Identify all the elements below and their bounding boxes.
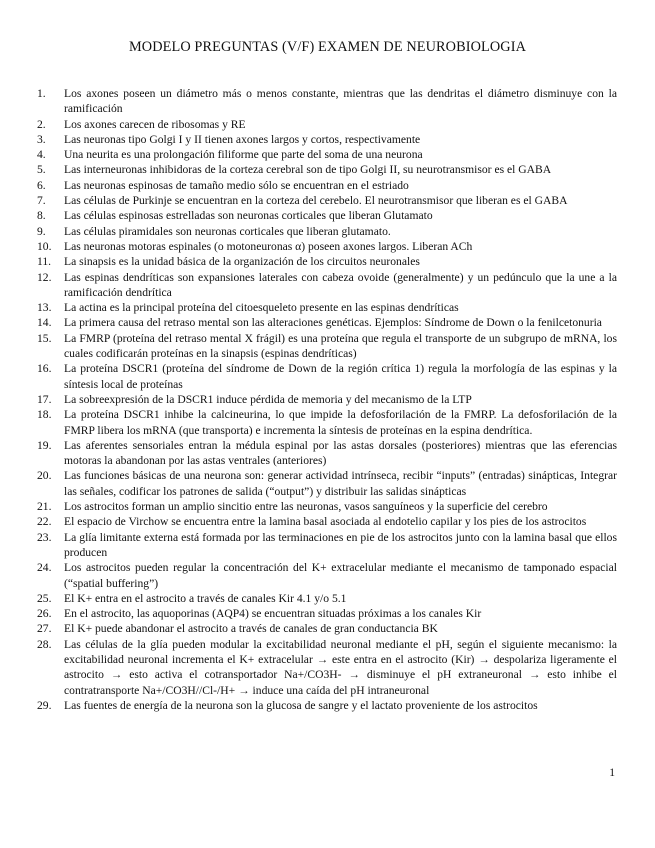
item-number: 26.: [37, 607, 52, 621]
list-item: [37, 270, 617, 301]
item-text: Los axones carecen de ribosomas y RE: [64, 117, 246, 131]
item-number: 3.: [37, 132, 46, 146]
item-text: Las neuronas motoras espinales (o motoneuronas α) poseen axones largos. Liberan ACh: [64, 239, 473, 253]
item-text: Los astrocitos pueden regular la concentración del K+ extracelular mediante el mecanismo de tamponado espacial (“spatial buffering”): [64, 561, 617, 590]
item-text: La actina es la principal proteína del citoesqueleto presente en las espinas dendríticas: [64, 301, 459, 315]
list-item: [37, 178, 617, 193]
item-text: Las neuronas tipo Golgi I y II tienen axones largos y cortos, respectivamente: [64, 132, 421, 146]
item-number: 4.: [37, 148, 46, 162]
page-title: MODELO PREGUNTAS (V/F) EXAMEN DE NEUROBIOLOGIA: [129, 39, 526, 55]
list-item: [37, 117, 617, 132]
item-text: Las células piramidales son neuronas corticales que liberan glutamato.: [64, 224, 391, 238]
item-text: La proteína DSCR1 (proteína del síndrome de Down de la región crítica 1) regula la morfología de las espinas y la síntesis local de proteínas: [64, 362, 617, 391]
item-text: Las células de la glía pueden modular la excitabilidad neuronal mediante el pH, según el siguiente mecanismo: la excitabilidad neuronal incrementa el K+ extracelular → este entra en el astrocito (Kir) → despolariza ligeramente el astrocito → esto activa el cotransportador Na+/CO3H- → disminuye el pH extraneuronal → esto inhibe el contratransporte Na+/CO3H//Cl-/H+ → induce una caída del pH intraneuronal: [64, 637, 617, 697]
list-item: [37, 224, 617, 239]
list-item: [37, 162, 617, 177]
item-number: 10.: [37, 239, 52, 253]
list-item: [37, 530, 617, 561]
list-item: [37, 698, 617, 713]
item-number: 18.: [37, 408, 52, 422]
list-item: [37, 86, 617, 117]
item-text: La proteína DSCR1 inhibe la calcineurina, lo que impide la defosforilación de la FMRP. La defosforilación de la FMRP libera los mRNA (que transporta) e incrementa la síntesis de proteínas en la espina dendrítica.: [64, 408, 617, 437]
item-number: 13.: [37, 301, 52, 315]
item-number: 21.: [37, 500, 52, 514]
item-number: 27.: [37, 622, 52, 636]
item-text: Las funciones básicas de una neurona son: generar actividad intrínseca, recibir “inputs” (entradas) sinápticas, Integrar las señales, codificar los patrones de salida (“output”) y distribuir las salidas sinápticas: [64, 469, 617, 498]
item-text: Las espinas dendríticas son expansiones laterales con cabeza ovoide (generalmente) y un pedúnculo que la une a la ramificación dendrítica: [64, 270, 617, 299]
item-text: Los axones poseen un diámetro más o menos constante, mientras que las dendritas el diámetro disminuye con la ramificación: [64, 87, 617, 116]
item-text: Las aferentes sensoriales entran la médula espinal por las astas dorsales (posteriores) mientras que las eferencias motoras la abandonan por las astas ventrales (anteriores): [64, 438, 617, 468]
item-number: 5.: [37, 163, 46, 177]
item-number: 1.: [37, 87, 46, 100]
item-number: 24.: [37, 561, 52, 575]
list-item: [37, 208, 617, 223]
item-text: Los astrocitos forman un amplio sincitio entre las neuronas, vasos sanguíneos y la superficie del cerebro: [64, 500, 548, 514]
item-number: 12.: [37, 270, 52, 284]
item-text: El K+ puede abandonar el astrocito a través de canales de gran conductancia BK: [64, 622, 438, 636]
item-text: Una neurita es una prolongación filiforme que parte del soma de una neurona: [64, 148, 423, 162]
item-number: 29.: [37, 698, 52, 712]
list-item: [37, 591, 617, 606]
item-text: El espacio de Virchow se encuentra entre la lamina basal asociada al endotelio capilar y los pies de los astrocitos: [64, 515, 587, 529]
list-item: [37, 193, 617, 208]
list-item: [37, 637, 617, 698]
item-number: 9.: [37, 224, 46, 238]
list-item: [37, 621, 617, 636]
list-item: [37, 392, 617, 407]
item-text: Las células de Purkinje se encuentran en la corteza del cerebelo. El neurotransmisor que liberan es el GABA: [64, 194, 568, 208]
item-number: 22.: [37, 515, 52, 529]
list-item: [37, 468, 617, 499]
list-item: [37, 407, 617, 438]
item-text: La glía limitante externa está formada por las terminaciones en pie de los astrocitos junto con la lamina basal que ellos producen: [64, 530, 617, 559]
item-text: Las interneuronas inhibidoras de la corteza cerebral son de tipo Golgi II, su neurotransmisor es el GABA: [64, 163, 552, 177]
item-number: 25.: [37, 591, 52, 605]
item-text: La primera causa del retraso mental son las alteraciones genéticas. Ejemplos: Síndrome de Down o la fenilcetonuria: [64, 316, 602, 330]
item-number: 28.: [37, 637, 52, 651]
list-item: [37, 606, 617, 621]
list-item: [37, 438, 617, 469]
item-number: 19.: [37, 438, 52, 452]
item-number: 20.: [37, 469, 52, 483]
item-text: La FMRP (proteína del retraso mental X frágil) es una proteína que regula el transporte de un subgrupo de mRNA, los cuales codificarán proteínas en la sinapsis (espinas dendríticas): [64, 331, 617, 361]
list-item: [37, 147, 617, 162]
item-number: 2.: [37, 117, 46, 131]
item-number: 6.: [37, 178, 46, 192]
list-item: [37, 132, 617, 147]
list-item: [37, 254, 617, 269]
item-number: 15.: [37, 331, 52, 345]
item-number: 16.: [37, 362, 52, 376]
item-text: En el astrocito, las aquoporinas (AQP4) se encuentran situadas próximas a los canales Kir: [64, 607, 482, 621]
list-item: [37, 560, 617, 591]
list-item: [37, 499, 617, 514]
item-number: 17.: [37, 392, 52, 406]
list-item: [37, 331, 617, 362]
list-item: [37, 361, 617, 392]
item-text: Las células espinosas estrelladas son neuronas corticales que liberan Glutamato: [64, 209, 433, 223]
list-item: [37, 300, 617, 315]
item-text: El K+ entra en el astrocito a través de canales Kir 4.1 y/o 5.1: [64, 591, 347, 605]
list-item: [37, 514, 617, 529]
item-number: 14.: [37, 316, 52, 330]
item-number: 11.: [37, 255, 52, 269]
item-text: La sinapsis es la unidad básica de la organización de los circuitos neuronales: [64, 255, 420, 269]
question-list: [37, 86, 617, 713]
item-number: 7.: [37, 194, 46, 208]
item-text: La sobreexpresión de la DSCR1 induce pérdida de memoria y del mecanismo de la LTP: [64, 392, 472, 406]
page-number: 1: [609, 766, 615, 779]
item-text: Las neuronas espinosas de tamaño medio sólo se encuentran en el estriado: [64, 178, 409, 192]
item-text: Las fuentes de energía de la neurona son la glucosa de sangre y el lactato proveniente de los astrocitos: [64, 698, 538, 712]
list-item: [37, 315, 617, 330]
item-number: 8.: [37, 209, 46, 223]
list-item: [37, 239, 617, 254]
item-number: 23.: [37, 530, 52, 544]
